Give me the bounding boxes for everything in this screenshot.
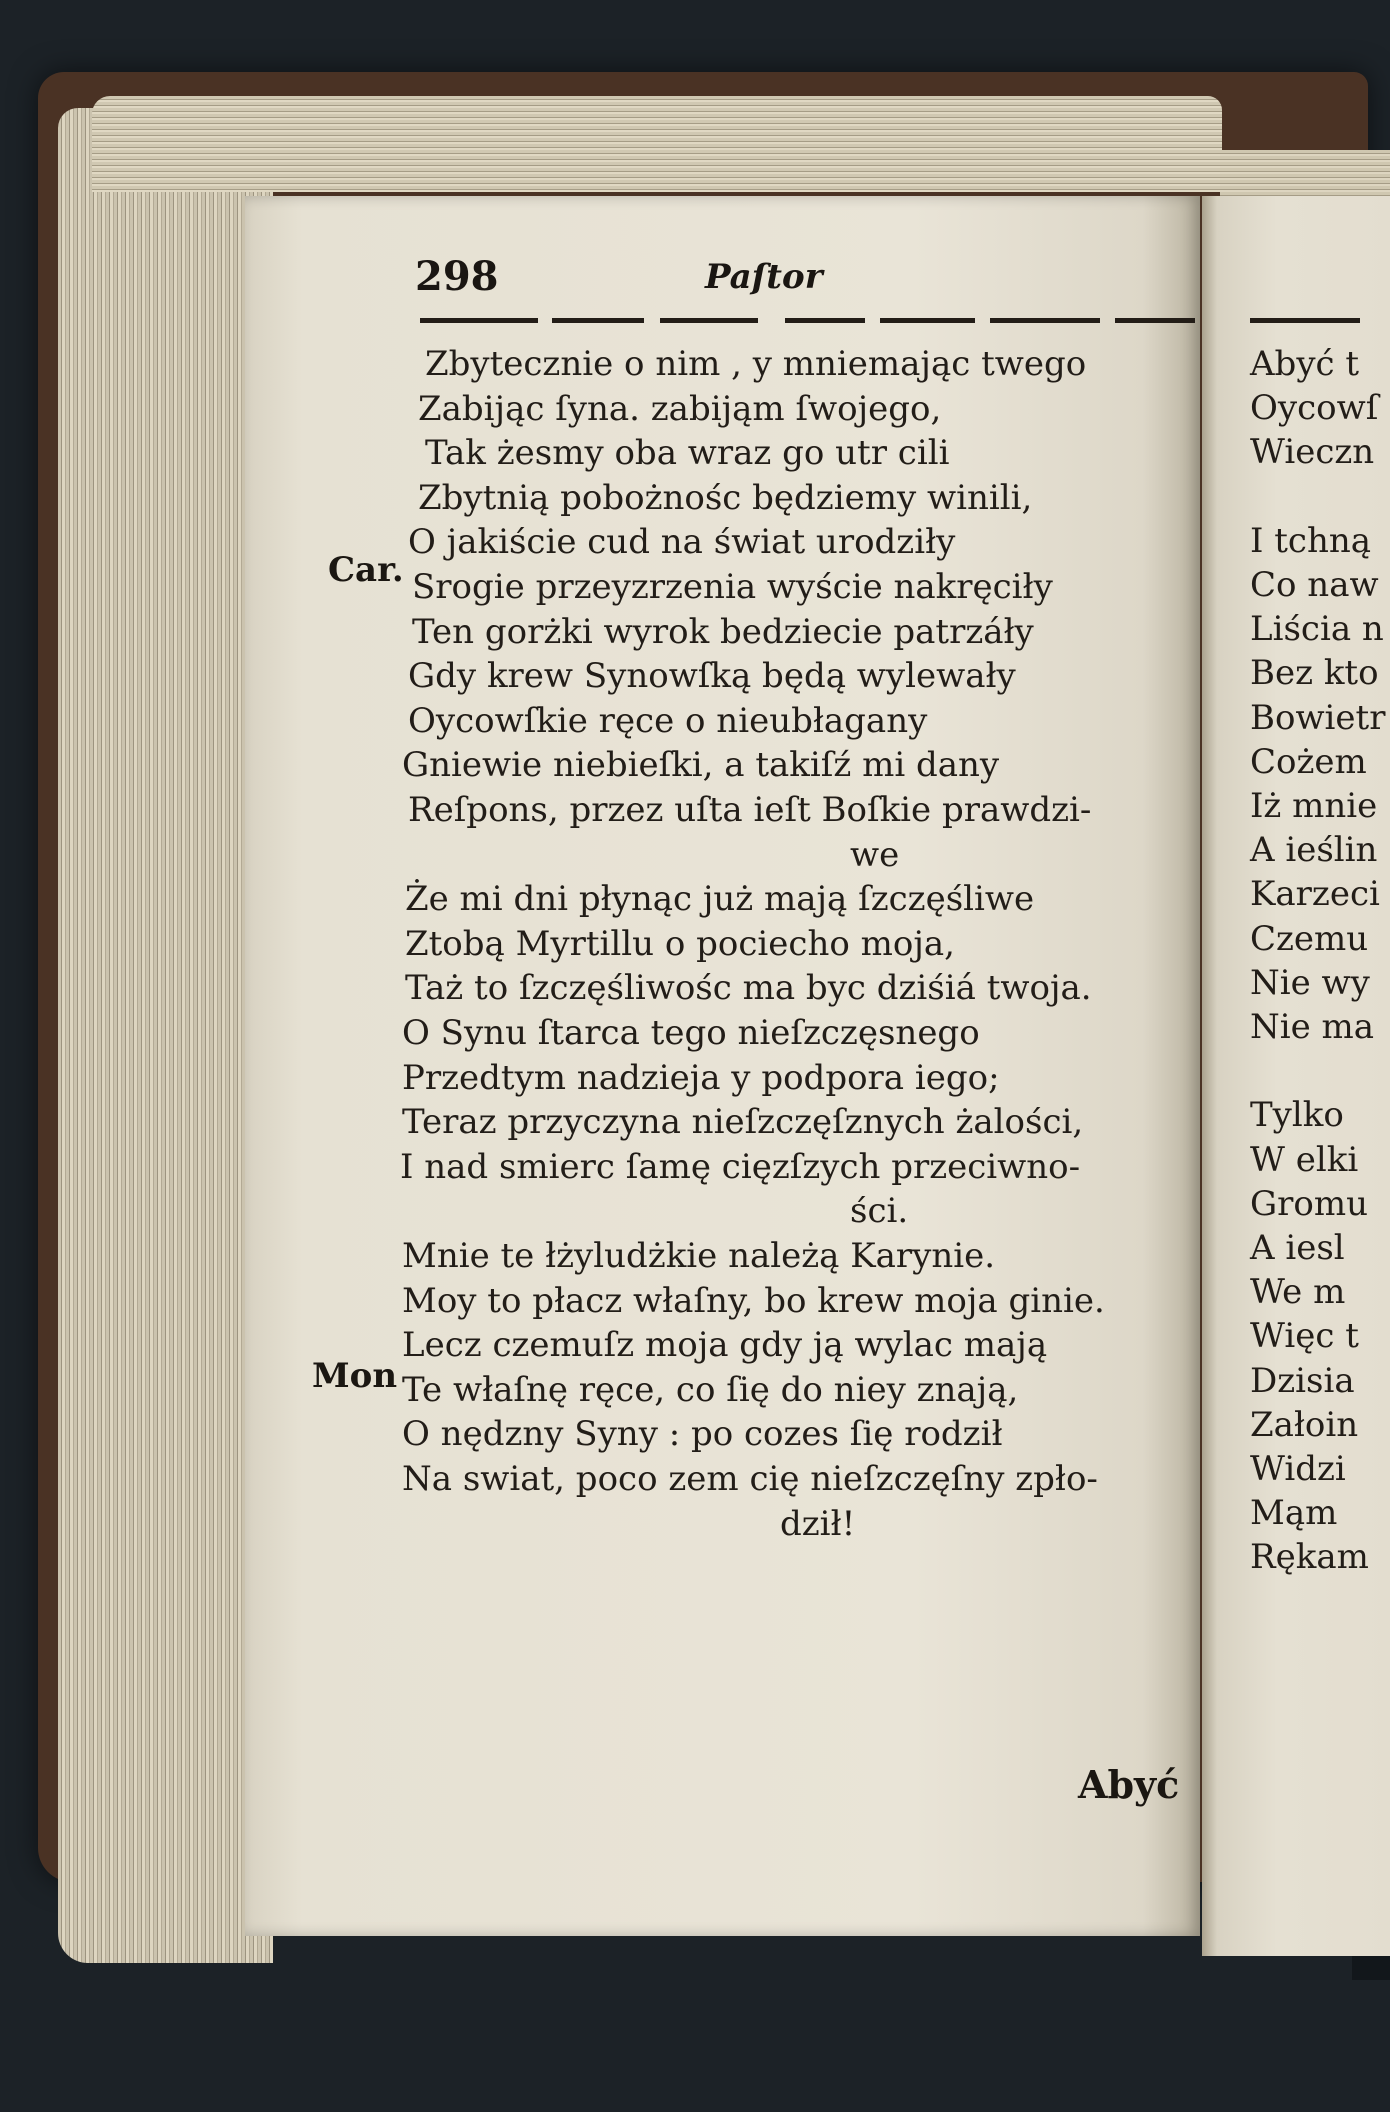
header-rule [660,318,758,323]
verse-line: Na swiat, poco zem cię nieſzczęſny zpło- [402,1459,1098,1499]
verse-line: O Synu ſtarca tego nieſzczęsnego [402,1013,980,1053]
verse-line: Zbytnią pobożnośc będziemy winili, [418,477,1033,518]
header-rule [880,318,975,323]
verse-line: I nad smierc ſamę cięzſzych przeciwno- [400,1146,1081,1187]
verse-line: Lecz czemuſz moja gdy ją wylac mają [402,1325,1048,1366]
facing-line: Czemu [1250,918,1369,959]
verse-line: Przedtym nadzieja y podpora iego; [402,1057,1000,1098]
facing-line: Gromu [1250,1183,1369,1224]
speaker-label: Car. [328,550,404,590]
verse-line: O jakiście cud na świat urodziły [408,522,956,563]
header-rule [552,318,644,323]
catchword: Abyć [1078,1762,1180,1807]
running-head: Paſtor [705,257,823,297]
facing-line: Więc t [1250,1316,1359,1357]
header-rule [420,318,538,323]
facing-line: Cożem [1250,741,1367,782]
verse-line: ści. [850,1191,909,1232]
verse-line: Mnie te łżyludżkie należą Karynie. [402,1236,996,1276]
verse-line: Że mi dni płynąc już mają ſzczęśliwe [405,879,1035,920]
verse-line: Zabijąc ſyna. zabijąm ſwojego, [418,388,942,429]
facing-line: Rękam [1250,1537,1369,1578]
verse-line: Taż to ſzczęśliwośc ma byc dziśiá twoja. [405,968,1092,1009]
verse-line: Te właſnę ręce, co ſię do niey znają, [402,1369,1019,1410]
facing-line: Karzeci [1250,874,1380,915]
verse-line: dził! [780,1503,856,1544]
verse-line: Srogie przeyzrzenia wyście nakręciły [412,567,1053,607]
facing-line: Widzi [1250,1449,1346,1489]
verse-line: Oycowſkie ręce o nieubłagany [408,700,928,741]
page-number: 298 [415,253,499,300]
facing-line: A ieślin [1250,830,1378,871]
verse-line: Zbytecznie o nim , y mniemając twego [425,344,1087,384]
facing-line: Nie wy [1250,962,1370,1003]
facing-line: Abyć t [1250,344,1360,384]
facing-line: Oycowſ [1250,388,1379,429]
verse-line: Reſpons, przez uſta ieſt Boſkie prawdzi- [408,790,1092,830]
facing-line: Tylko [1250,1095,1344,1136]
facing-line: Dzisia [1250,1360,1355,1401]
facing-line: Załoin [1250,1404,1359,1445]
header-rule [1115,318,1195,323]
facing-line: A iesl [1250,1228,1345,1268]
header-rule [990,318,1100,323]
header-rule-right [1250,318,1360,323]
verse-line: Moy to płacz właſny, bo krew moja ginie. [402,1280,1105,1321]
facing-line: Nie ma [1250,1007,1375,1047]
verse-line: Ten gorżki wyrok bedziecie patrzáły [412,611,1034,652]
verse-line: we [850,834,900,875]
facing-line: Iż mnie [1250,786,1378,826]
page-edges-top [92,96,1222,192]
facing-line: Wieczn [1250,432,1375,473]
verse-line: O nędzny Syny : po cozes ſię rodził [402,1414,1003,1455]
facing-line: I tchną [1250,520,1372,561]
verse-line: Teraz przyczyna nieſzczęſznych żalości, [402,1102,1084,1143]
speaker-label: Mon [312,1356,398,1396]
verse-line: Gdy krew Synowſką będą wylewały [408,656,1016,697]
header-rule [785,318,865,323]
verse-line: Tak żesmy oba wraz go utr cili [425,433,950,474]
facing-line: W elki [1250,1139,1359,1180]
facing-line: Bez kto [1250,653,1379,694]
facing-line: Co naw [1250,565,1379,605]
facing-line: Liścia n [1250,609,1384,650]
verse-line: Ztobą Myrtillu o pociecho moja, [405,923,955,964]
page-edges-side [58,108,273,1963]
verse-line: Gniewie niebieſki, a takiſź mi dany [402,745,1000,786]
facing-line: Mąm [1250,1493,1338,1534]
facing-line: We m [1250,1272,1346,1313]
facing-line: Bowietr [1250,697,1386,738]
